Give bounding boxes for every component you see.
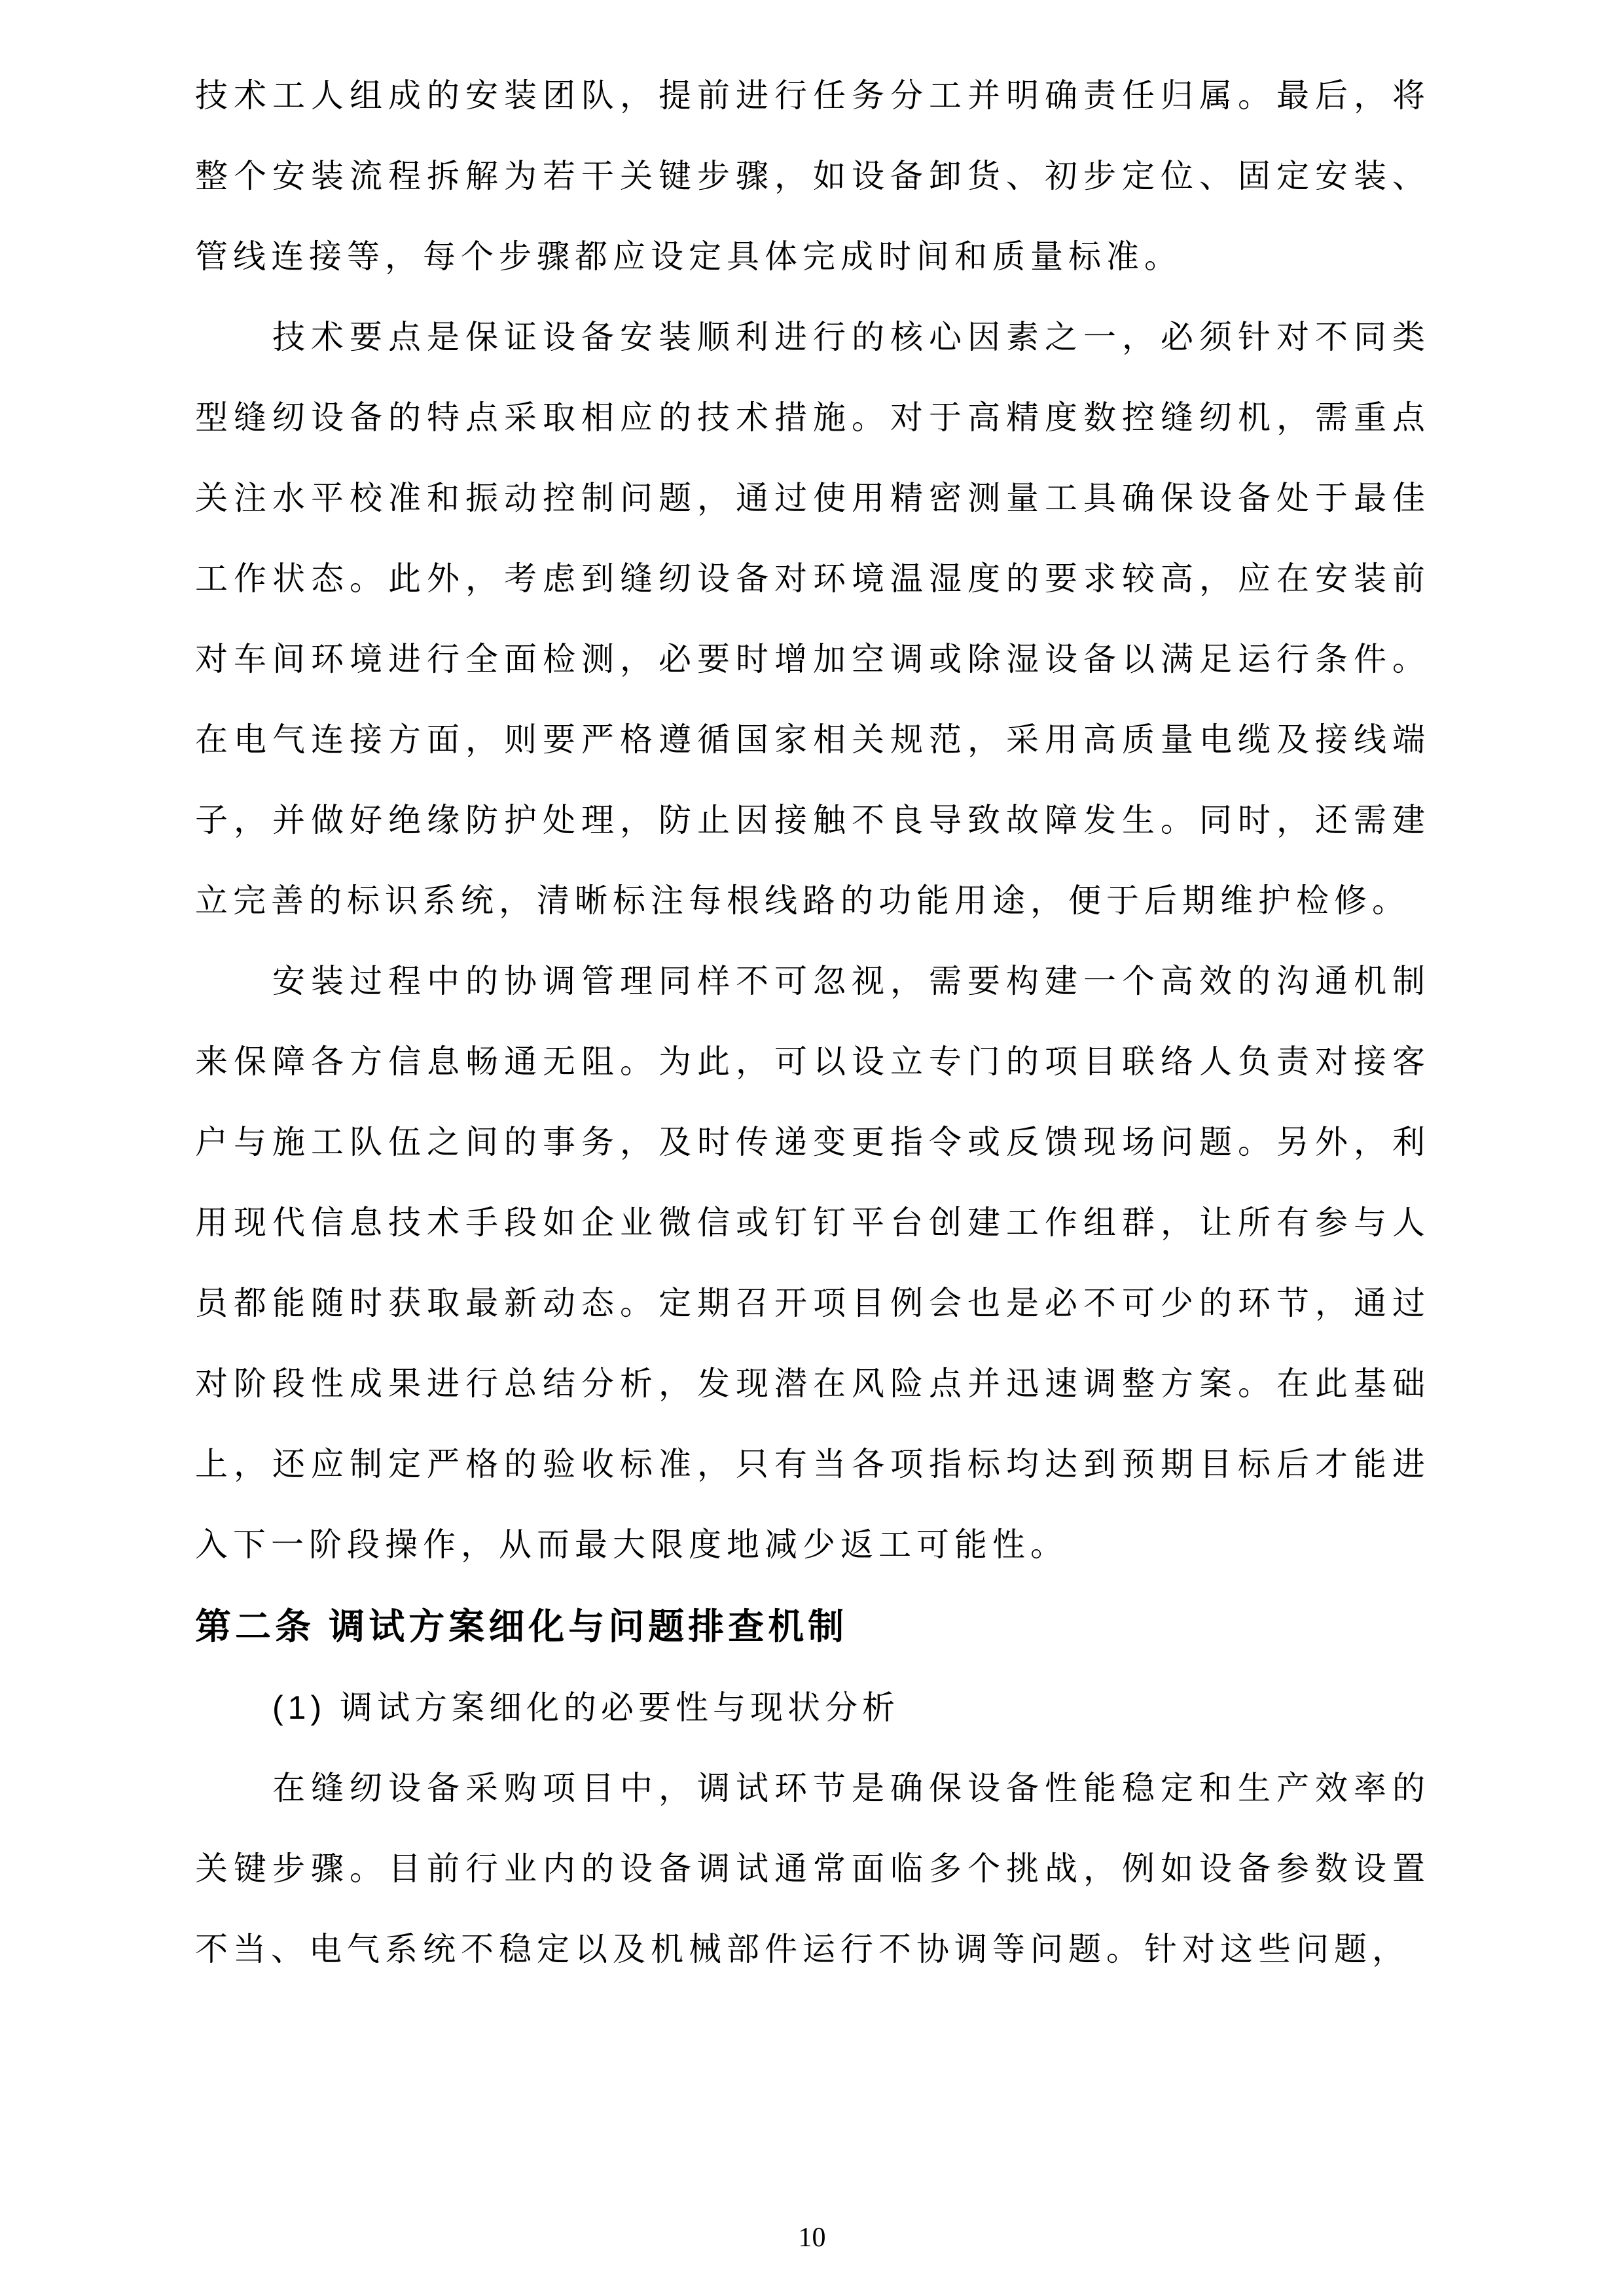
paragraph-debugging-intro: 在缝纫设备采购项目中，调试环节是确保设备性能稳定和生产效率的关键步骤。目前行业内的设备调试通常面临多个挑战，例如设备参数设置不当、电气系统不稳定以及机械部件运行不协调等问题。针对这些问题，	[195, 1770, 1430, 1967]
page-number: 10	[798, 2223, 826, 2253]
section-heading-article-2: 第二条 调试方案细化与问题排查机制	[195, 1606, 848, 1647]
paragraph-technical-points: 技术要点是保证设备安装顺利进行的核心因素之一，必须针对不同类型缝纫设备的特点采取相应的技术措施。对于高精度数控缝纫机，需重点关注水平校准和振动控制问题，通过使用精密测量工具确保设备处于最佳工作状态。此外，考虑到缝纫设备对环境温湿度的要求较高，应在安装前对车间环境进行全面检测，必要时增加空调或除湿设备以满足运行条件。在电气连接方面，则要严格遵循国家相关规范，采用高质量电缆及接线端子，并做好绝缘防护处理，防止因接触不良导致故障发生。同时，还需建立完善的标识系统，清晰标注每根线路的功能用途，便于后期维护检修。	[195, 319, 1430, 919]
sub-heading-item-1: (1) 调试方案细化的必要性与现状分析	[272, 1689, 899, 1726]
paragraph-coordination-management: 安装过程中的协调管理同样不可忽视，需要构建一个高效的沟通机制来保障各方信息畅通无阻。为此，可以设立专门的项目联络人负责对接客户与施工队伍之间的事务，及时传递变更指令或反馈现场问题。另外，利用现代信息技术手段如企业微信或钉钉平台创建工作组群，让所有参与人员都能随时获取最新动态。定期召开项目例会也是必不可少的环节，通过对阶段性成果进行总结分析，发现潜在风险点并迅速调整方案。在此基础上，还应制定严格的验收标准，只有当各项指标均达到预期目标后才能进入下一阶段操作，从而最大限度地减少返工可能性。	[195, 963, 1430, 1563]
page-body	[195, 56, 1430, 1990]
paragraph-continuation: 技术工人组成的安装团队，提前进行任务分工并明确责任归属。最后，将整个安装流程拆解为若干关键步骤，如设备卸货、初步定位、固定安装、管线连接等，每个步骤都应设定具体完成时间和质量标准。	[195, 77, 1430, 275]
